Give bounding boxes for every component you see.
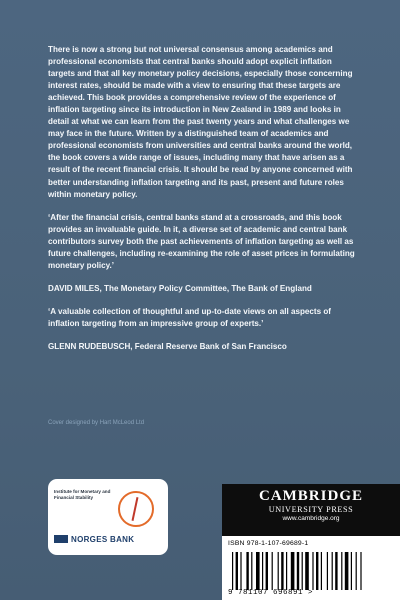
quote-miles: ‘After the financial crisis, central banks stand at a crossroads, and this book provides an invaluable guide. In it, a diverse set of academic and central bank contributors survey both the past achievements of inflation targeting as well as future challenges, including re-examining the role of asset prices in formulating monetary policy.’ (48, 212, 355, 270)
imfs-logo-text: Institute for Monetary and Financial Stability (54, 489, 111, 500)
publisher-name: CAMBRIDGE (258, 488, 363, 504)
imfs-logo-icon (118, 491, 154, 527)
isbn-label: ISBN 978-1-107-69689-1 (228, 540, 309, 547)
attribution-miles: DAVID MILES, The Monetary Policy Committee, The Bank of England (48, 283, 312, 293)
barcode-icon (228, 552, 394, 590)
norges-bank-logo (54, 535, 134, 544)
partner-logos (48, 479, 168, 555)
publisher-url: www.cambridge.org (282, 515, 340, 522)
back-cover-text (48, 44, 356, 364)
quote-rudebusch: ‘A valuable collection of thoughtful and up-to-date views on all aspects of inflation targeting from an impressive group of experts.’ (48, 306, 332, 328)
norges-bank-mark-icon (54, 535, 68, 543)
norges-bank-name: NORGES BANK (71, 535, 135, 544)
isbn-box (222, 536, 400, 600)
barcode-digits: 9 781107 696891 > (228, 589, 314, 597)
attribution-rudebusch: GLENN RUDEBUSCH, Federal Reserve Bank of San Francisco (48, 341, 287, 351)
publisher-press: UNIVERSITY PRESS (268, 505, 354, 514)
publisher-block (222, 484, 400, 600)
cover-design-credit: Cover designed by Hart McLeod Ltd (48, 420, 145, 426)
blurb-paragraph: There is now a strong but not universal consensus among academics and professional economists that central banks should adopt explicit inflation targets and that all key monetary policy decisions, especially those concerning interest rates, should be made with a view to ensuring that these targets are achieved. This book provides a comprehensive review of the experience of inflation targeting since its introduction in New Zealand in 1989 and looks in detail at what we can learn from the past twenty years and what challenges we may face in the future. Written by a distinguished team of academics and professional economists from universities and central banks around the world, the book covers a wide range of issues, including many that have arisen as a result of the recent financial crisis. It should be read by anyone concerned with better understanding inflation targeting and its past, present and future roles within monetary policy. (48, 45, 353, 199)
